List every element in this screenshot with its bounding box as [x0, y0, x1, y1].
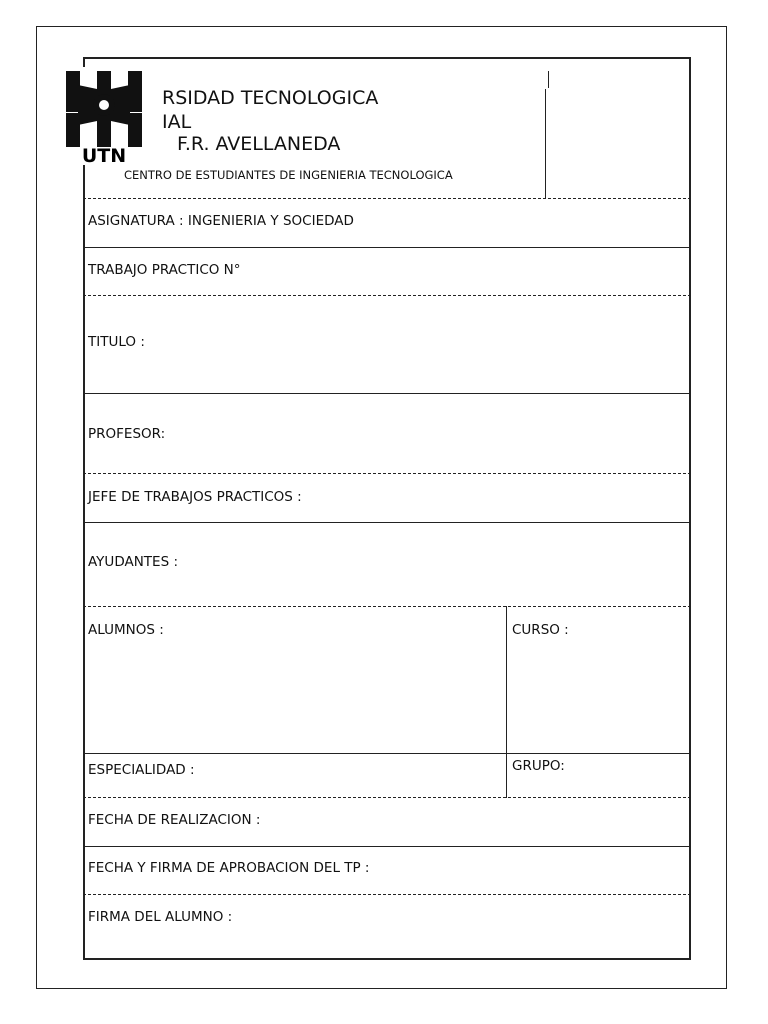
trabajo-practico-label: TRABAJO PRACTICO N° — [88, 262, 241, 278]
fecha-realizacion-label: FECHA DE REALIZACION : — [88, 812, 261, 828]
divider — [83, 846, 691, 847]
especialidad-label: ESPECIALIDAD : — [88, 762, 195, 778]
divider — [83, 295, 691, 296]
divider — [83, 522, 691, 523]
ayudantes-label: AYUDANTES : — [88, 554, 178, 570]
divider — [83, 198, 691, 199]
utn-emblem-icon — [64, 67, 144, 165]
grupo-label: GRUPO: — [512, 758, 565, 774]
divider — [83, 894, 691, 895]
corner-mark — [548, 71, 549, 88]
divider — [83, 753, 691, 754]
divider — [83, 473, 691, 474]
divider — [83, 797, 691, 798]
divider — [83, 393, 691, 394]
titulo-label: TITULO : — [88, 334, 145, 350]
university-name-line1: RSIDAD TECNOLOGICA — [162, 87, 379, 109]
university-name-line2: IAL — [162, 111, 192, 133]
curso-column-divider — [506, 606, 507, 798]
logo-text: UTN — [81, 145, 127, 165]
alumnos-label: ALUMNOS : — [88, 622, 164, 638]
firma-alumno-label: FIRMA DEL ALUMNO : — [88, 909, 233, 925]
fecha-firma-aprobacion-label: FECHA Y FIRMA DE APROBACION DEL TP : — [88, 860, 370, 876]
student-center: CENTRO DE ESTUDIANTES DE INGENIERIA TECNOLOGICA — [124, 168, 453, 182]
divider — [83, 247, 691, 248]
curso-label: CURSO : — [512, 622, 569, 638]
jefe-tp-label: JEFE DE TRABAJOS PRACTICOS : — [88, 489, 302, 505]
asignatura-label: ASIGNATURA : INGENIERIA Y SOCIEDAD — [88, 213, 354, 229]
divider — [83, 606, 691, 607]
faculty-name: F.R. AVELLANEDA — [177, 133, 341, 155]
utn-logo — [64, 67, 144, 165]
header-divider — [545, 89, 546, 199]
profesor-label: PROFESOR: — [88, 426, 166, 442]
